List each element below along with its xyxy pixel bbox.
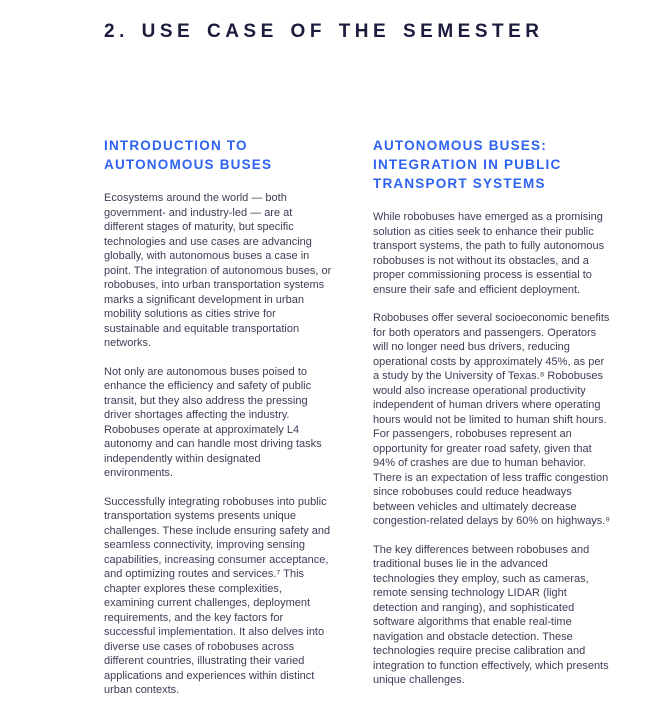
paragraph: Ecosystems around the world — both government- and industry-led — are at different stages of maturity, but specific technologies and use cases are advancing globally, with autonomous buses a case in point. The integration of autonomous buses, or robobuses, into urban transportation systems marks a significant development in urban mobility solutions as cities strive for sustainable and equitable transportation networks. — [104, 192, 332, 349]
column-right — [373, 136, 611, 688]
paragraph: Not only are autonomous buses poised to enhance the efficiency and safety of public transit, but they also address the pressing driver shortages affecting the industry. Robobuses operate at approximately L4 autonomy and can handle most driving tasks independently within designated environments. — [104, 365, 322, 479]
paragraph: Successfully integrating robobuses into public transportation systems presents unique challenges. These include ensuring safety and seamless connectivity, improving sensing capabilities, increasing consumer acceptance, and optimizing routes and services.⁷ This chapter explores these complexities, examining current challenges, deployment requirements, and the key factors for successful implementation. It also delves into diverse use cases of robobuses across different countries, illustrating their varied applications and experiences within distinct urban contexts. — [104, 495, 331, 696]
paragraph: The key differences between robobuses and traditional buses lie in the advanced technologies they employ, such as cameras, remote sensing technology LIDAR (light detection and ranging), and sophisticated software algorithms that enable real-time navigation and obstacle detection. These technologies require precise calibration and integration to function effectively, which presents unique challenges. — [373, 543, 609, 686]
two-column-layout — [104, 136, 611, 698]
section-heading-integration: AUTONOMOUS BUSES: INTEGRATION IN PUBLIC TRANSPORT SYSTEMS — [373, 138, 562, 191]
column-left — [104, 136, 332, 698]
paragraph: While robobuses have emerged as a promising solution as cities seek to enhance their public transport systems, the path to fully autonomous robobuses is not without its obstacles, and a proper commissioning process is essential to ensure their safe and efficient deployment. — [373, 211, 605, 296]
paragraph: Robobuses offer several socioeconomic benefits for both operators and passengers. Operators will no longer need bus drivers, reducing operational costs by approximately 45%, as per a study by the University of Texas.⁸ Robobuses would also increase operational productivity independent of human drivers where operating hours would not be limited to human shift hours. For passengers, robobuses represent an opportunity for greater road safety, given that 94% of crashes are due to human behavior. There is an expectation of less traffic congestion since robobuses could reduce headways between vehicles and ultimately decrease congestion-related delays by 60% on highways.⁹ — [373, 312, 611, 527]
section-heading-introduction: INTRODUCTION TO AUTONOMOUS BUSES — [104, 138, 273, 172]
page-title: 2. USE CASE OF THE SEMESTER — [104, 21, 544, 42]
